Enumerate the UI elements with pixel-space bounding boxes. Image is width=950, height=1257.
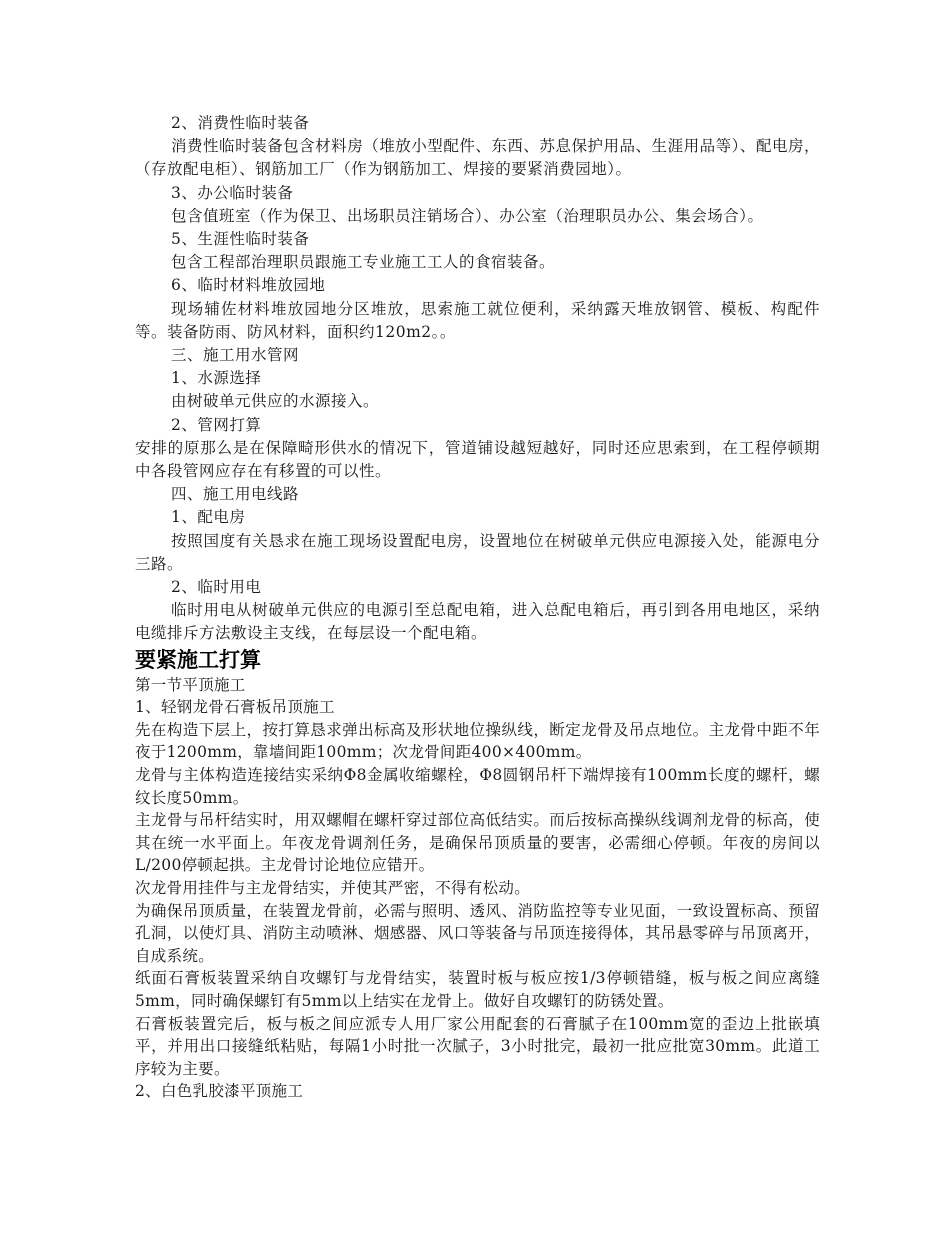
- paragraph: 2、消费性临时装备: [171, 114, 310, 132]
- paragraph: 3、办公临时装备: [171, 183, 294, 202]
- paragraph: 纸面石膏板装置采纳自攻螺钉与龙骨结实，装置时板与板应按1/3停顿错缝，板与板之间应离缝5mm，同时确保螺钉有5mm以上结实在龙骨上。做好自攻螺钉的防锈处置。: [135, 969, 820, 1010]
- paragraph: 龙骨与主体构造连接结实采纳Φ8金属收缩螺栓，Φ8圆钢吊杆下端焊接有100mm长度的螺杆，螺纹长度50mm。: [135, 766, 820, 807]
- paragraph: 次龙骨用挂件与主龙骨结实，并使其严密，不得有松动。: [135, 879, 531, 898]
- paragraph: 2、管网打算: [171, 415, 262, 434]
- paragraph: 主龙骨与吊杆结实时，用双螺帽在螺杆穿过部位高低结实。而后按标高操纵线调剂龙骨的标高，使其在统一水平面上。年夜龙骨调剂任务，是确保吊顶质量的要害，必需细心停顿。年夜的房间以L/200停顿起拱。主龙骨讨论地位应错开。: [135, 811, 820, 875]
- paragraph: 由树破单元供应的水源接入。: [171, 392, 380, 411]
- document-page: [135, 112, 820, 1103]
- paragraph: 1、水源选择: [171, 369, 262, 388]
- paragraph: 三、施工用水管网: [171, 346, 300, 365]
- paragraph: 2、临时用电: [171, 578, 262, 597]
- paragraph: 6、临时材料堆放园地: [171, 276, 326, 295]
- subheading: 1、轻钢龙骨石膏板吊顶施工: [135, 698, 335, 717]
- paragraph: 1、配电房: [171, 508, 246, 527]
- paragraph: 按照国度有关恳求在施工现场设置配电房，设置地位在树破单元供应电源接入处，能源电分三路。: [135, 531, 820, 573]
- paragraph: 现场辅佐材料堆放园地分区堆放，思索施工就位便利，采纳露天堆放钢管、模板、构配件等。装备防雨、防风材料，面积约120m2。。: [135, 299, 820, 341]
- paragraph: 先在构造下层上，按打算恳求弹出标高及形状地位操纵线，断定龙骨及吊点地位。主龙骨中距不年夜于1200mm，靠墙间距100mm；次龙骨间距400×400mm。: [135, 720, 820, 762]
- subheading: 2、白色乳胶漆平顶施工: [135, 1082, 304, 1101]
- paragraph: 安排的原那么是在保障畸形供水的情况下，管道铺设越短越好，同时还应思索到，在工程停顿期中各段管网应存在有移置的可以性。: [135, 438, 820, 481]
- paragraph: 消费性临时装备包含材料房（堆放小型配件、东西、苏息保护用品、生涯用品等）、配电房，（存放配电柜）、钢筋加工厂（作为钢筋加工、焊接的要紧消费园地）。: [135, 137, 820, 179]
- section-construction-plan: [135, 674, 820, 1103]
- subheading: 第一节平顶施工: [135, 675, 246, 694]
- paragraph: 包含工程部治理职员跟施工专业施工工人的食宿装备。: [171, 253, 556, 272]
- paragraph: 包含值班室（作为保卫、出场职员注销场合）、办公室（治理职员办公、集会场合）。: [171, 206, 764, 225]
- paragraph: 四、施工用电线路: [171, 485, 300, 504]
- section-temporary-facilities: [135, 112, 820, 646]
- paragraph: 临时用电从树破单元供应的电源引至总配电箱，进入总配电箱后，再引到各用电地区，采纳电缆排斥方法敷设主支线，在每层设一个配电箱。: [135, 601, 820, 643]
- paragraph: 为确保吊顶质量，在装置龙骨前，必需与照明、透风、消防监控等专业见面，一致设置标高、预留孔洞，以使灯具、消防主动喷淋、烟感器、风口等装备与吊顶连接得体，其吊悬零碎与吊顶离开，自成系统。: [135, 901, 820, 965]
- section-heading: 要紧施工打算: [135, 647, 261, 672]
- paragraph: 石膏板装置完后，板与板之间应派专人用厂家公用配套的石膏腻子在100mm宽的歪边上批嵌填平，并用出口接缝纸粘贴，每隔1小时批一次腻子，3小时批完，最初一批应批宽30mm。此道工序较为主要。: [135, 1014, 820, 1078]
- paragraph: 5、生涯性临时装备: [171, 230, 310, 249]
